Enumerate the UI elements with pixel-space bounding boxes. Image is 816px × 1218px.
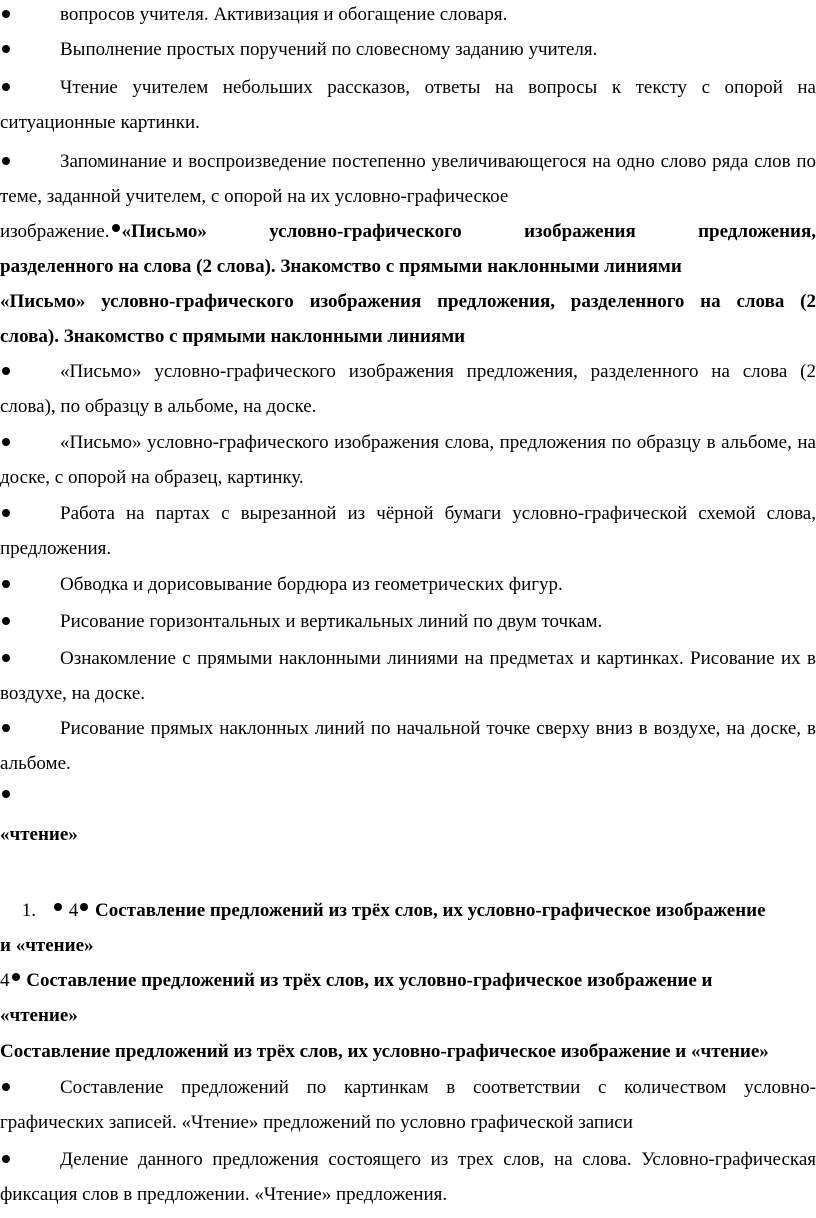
bullet-icon [112, 224, 120, 232]
chtenie-label: «чтение» [0, 824, 78, 845]
bullet-icon [2, 1070, 12, 1105]
heading-line: разделенного на слова (2 слова). Знакомство с прямыми наклонными линиями [0, 256, 682, 277]
list-item: Составление предложений по картинкам в соответствии с количеством условно-графических записей. «Чтение» предложений по условно графической записи [0, 1070, 816, 1140]
bullet-icon [12, 973, 20, 981]
bullet-icon [2, 711, 12, 746]
bullet-icon [2, 1142, 12, 1177]
list-item: Рисование горизонтальных и вертикальных линий по двум точкам. [0, 604, 816, 639]
bullet-icon [2, 70, 12, 105]
list-item: Рисование прямых наклонных линий по начальной точке сверху вниз в воздухе, на доске, в альбоме. [0, 711, 816, 781]
list-item: Выполнение простых поручений по словесному заданию учителя. [0, 32, 816, 67]
numbered-item-cont: и «чтение» [0, 935, 94, 956]
list-item: вопросов учителя. Активизация и обогащение словаря. [0, 0, 816, 32]
heading-line: «чтение» [0, 1005, 78, 1026]
bullet-icon [2, 425, 12, 460]
heading-line: «Письмо» условно-графического изображения предложения, разделенного на слова (2 [0, 291, 816, 312]
bullet-icon [2, 496, 12, 531]
list-item: Деление данного предложения состоящего из трех слов, на слова. Условно-графическая фиксация слов в предложении. «Чтение» предложения. [0, 1142, 816, 1212]
bullet-icon [2, 0, 12, 32]
bullet-icon [54, 903, 62, 911]
bullet-icon [2, 567, 12, 602]
bullet-icon [2, 777, 12, 812]
numbered-item: 1. 4 Составление предложений из трёх слов, их условно-графическое изображение [21, 900, 766, 921]
list-item: Чтение учителем небольших рассказов, ответы на вопросы к тексту с опорой на ситуационные картинки. [0, 70, 816, 140]
list-item: Работа на партах с вырезанной из чёрной бумаги условно-графической схемой слова, предложения. [0, 496, 816, 566]
bullet-icon [2, 354, 12, 389]
heading-line: 4 Составление предложений из трёх слов, их условно-графическое изображение и [0, 970, 713, 991]
heading-line: слова). Знакомство с прямыми наклонными линиями [0, 326, 466, 347]
section-heading: Составление предложений из трёх слов, их условно-графическое изображение и «чтение» [0, 1041, 769, 1062]
bullet-icon [2, 604, 12, 639]
bullet-icon [2, 32, 12, 67]
list-item: «Письмо» условно-графического изображения предложения, разделенного на слова (2 слова), по образцу в альбоме, на доске. [0, 354, 816, 424]
bullet-icon [2, 641, 12, 676]
heading-line: изображение. «Письмо» условно-графического изображения предложения, [0, 221, 816, 242]
bullet-icon [2, 144, 12, 179]
list-item: «Письмо» условно-графического изображения слова, предложения по образцу в альбоме, на доске, с опорой на образец, картинку. [0, 425, 816, 495]
bullet-icon [80, 903, 88, 911]
list-item: Запоминание и воспроизведение постепенно увеличивающегося на одно слово ряда слов по теме, заданной учителем, с опорой на их условно-графическое [0, 144, 816, 214]
list-item: Обводка и дорисовывание бордюра из геометрических фигур. [0, 567, 816, 602]
list-item: Ознакомление с прямыми наклонными линиями на предметах и картинках. Рисование их в воздухе, на доске. [0, 641, 816, 711]
